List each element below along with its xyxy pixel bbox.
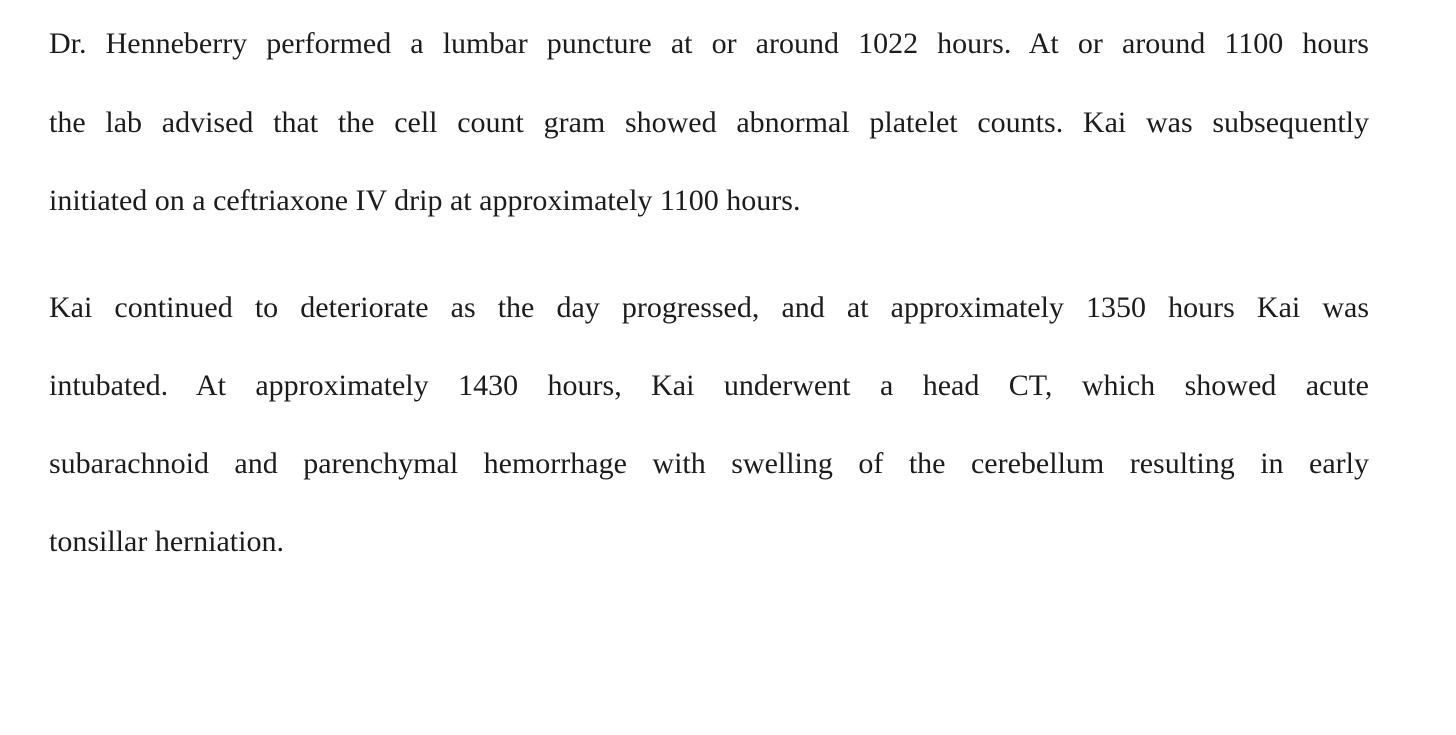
text-line: intubated. At approximately 1430 hours, Kai underwent a head CT, which showed acute xyxy=(49,369,1369,402)
text-line: subarachnoid and parenchymal hemorrhage with swelling of the cerebellum resulting in early xyxy=(49,447,1369,480)
text-line: initiated on a ceftriaxone IV drip at approximately 1100 hours. xyxy=(49,184,801,217)
text-line: Dr. Henneberry performed a lumbar puncture at or around 1022 hours. At or around 1100 hours xyxy=(49,27,1369,60)
paragraph-lumbar-puncture xyxy=(49,20,1369,256)
text-line: Kai continued to deteriorate as the day progressed, and at approximately 1350 hours Kai was xyxy=(49,291,1369,324)
paragraph-deterioration xyxy=(49,284,1369,596)
text-line: the lab advised that the cell count gram showed abnormal platelet counts. Kai was subsequently xyxy=(49,105,1369,139)
text-line: tonsillar herniation. xyxy=(49,525,284,558)
